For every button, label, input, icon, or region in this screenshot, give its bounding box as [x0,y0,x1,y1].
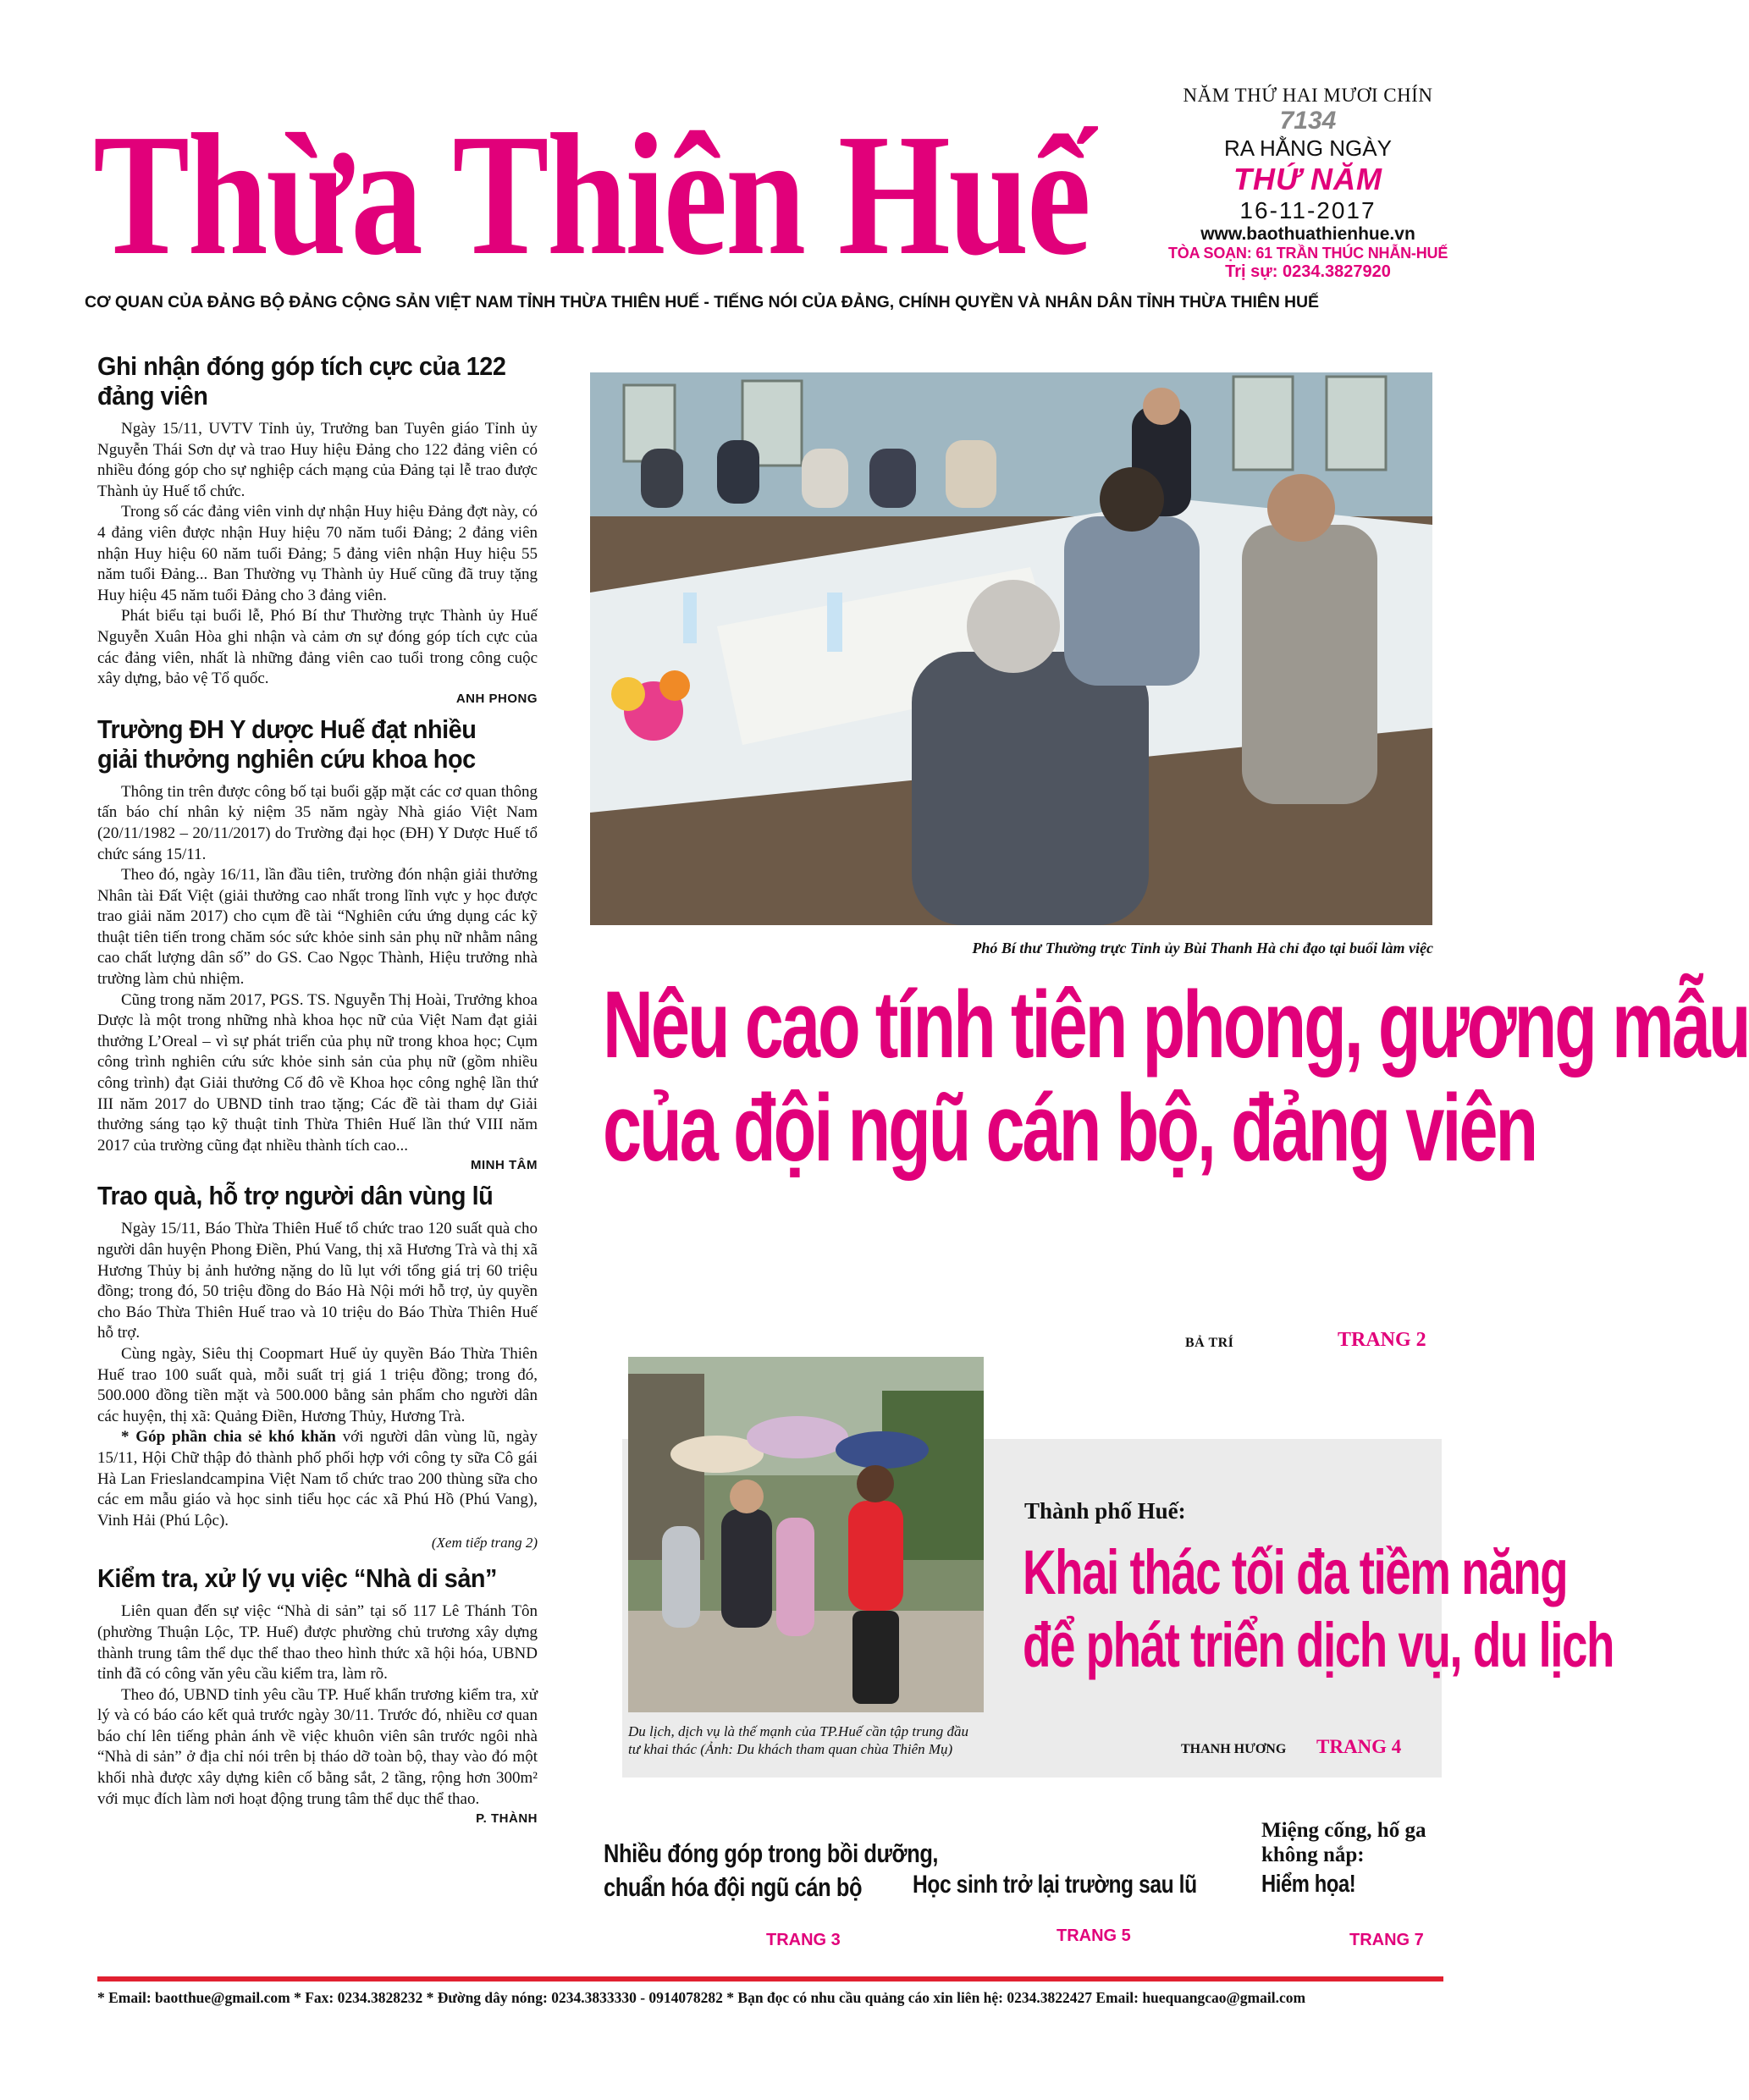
feature-headline-line: để phát triển dịch vụ, du lịch [1023,1610,1614,1680]
weekday: THỨ NĂM [1233,162,1383,196]
article-headline[interactable]: Kiểm tra, xử lý vụ việc “Nhà di sản” [97,1563,498,1594]
photo-caption: Phó Bí thư Thường trực Tỉnh ủy Bùi Thanh Hà chỉ đạo tại buổi làm việc [972,940,1433,956]
article-headline[interactable]: Trường ĐH Y dược Huế đạt nhiều giải thưởng nghiên cứu khoa học [97,714,477,774]
website-link[interactable]: www.baothuathienhue.vn [1200,224,1415,244]
issue-date: 16-11-2017 [1239,197,1377,223]
teaser-line: chuẩn hóa đội ngũ cán bộ [604,1872,863,1902]
paragraph: Ngày 15/11, Báo Thừa Thiên Huế tổ chức trao 120 suất quà cho người dân huyện Phong Điền, Phú Vang, thị xã Hương Trà và thị xã Hương Thủy bị ảnh hưởng nặng do lũ lụt với tổng giá trị 60 triệu đồng; trong đó, 50 triệu đồng do Báo Hà Nội mới hỗ trợ, ủy quyền cho Báo Thừa Thiên Huế trao và 10 triệu do Báo Thừa Thiên Huế hỗ trợ. [97,1220,538,1342]
footer-contacts: * Email: baotthue@gmail.com * Fax: 0234.3828232 * Đường dây nóng: 0234.3833330 - 0914078282 * Bạn đọc có nhu cầu quảng cáo xin liên hệ: 0234.3822427 Email: huequangcao@gmail.com [97,1989,1306,2006]
lead-headline[interactable] [603,972,1749,1181]
office-phone: Trị sự: 0234.3827920 [1225,262,1391,281]
teaser-line: Nhiều đóng góp trong bồi dưỡng, [604,1838,939,1868]
teaser-page-link[interactable]: TRANG 7 [1349,1931,1424,1949]
article [97,351,538,706]
paragraph: Cũng trong năm 2017, PGS. TS. Nguyễn Thị Hoài, Trưởng khoa Dược là một trong những nhà khoa học nữ của Việt Nam đạt giải thưởng L’Oreal – vì sự phát triển của phụ nữ trong khoa học; Cụm công trình nghiên cứu sức khỏe sinh sản của phụ nữ (gồm nhiều công trình) đạt Giải thưởng Cố đô về Khoa học công nghệ lần thứ III năm 2017 do UBND tỉnh trao tặng; Các đề tài tham dự Giải thưởng sáng tạo kỹ thuật tỉnh Thừa Thiên Huế lần thứ VIII năm 2017 của trường cũng đạt nhiều thành tích cao... [97,990,538,1155]
article [97,1563,538,1826]
see-more-link[interactable]: (Xem tiếp trang 2) [431,1535,538,1552]
left-column [97,351,538,1834]
teaser-headline[interactable] [604,1837,938,1904]
paragraph: Trong số các đảng viên vinh dự nhận Huy hiệu Đảng đợt này, có 4 đảng viên được nhận Huy hiệu 70 năm tuổi Đảng; 2 đảng viên nhận Huy hiệu 60 năm tuổi Đảng; 5 đảng viên nhận Huy hiệu 55 năm tuổi Đảng... Ban Thường vụ Thành ủy Huế cũng đã truy tặng Huy hiệu 45 năm tuổi Đảng cho 3 đảng viên. [97,503,538,604]
feature-headline-line: Khai thác tối đa tiềm năng [1023,1537,1568,1607]
article-byline: P. THÀNH [476,1811,538,1827]
teaser-line: không nắp: [1261,1844,1365,1866]
paragraph: Phát biểu tại buổi lễ, Phó Bí thư Thường trực Thành ủy Huế Nguyễn Xuân Hòa ghi nhận và cảm ơn sự đóng góp tích cực của các đảng viên, nhất là những đảng viên cao tuổi trong công cuộc xây dựng, bảo vệ Tổ quốc. [97,607,538,688]
article-body [97,782,538,1157]
article-body [97,1219,538,1531]
teaser-headline[interactable]: Học sinh trở lại trường sau lũ [913,1871,1197,1899]
footer-divider [97,1976,1443,1981]
teaser-line: Miệng cống, hố ga [1261,1819,1426,1842]
teaser-page-link[interactable]: TRANG 5 [1057,1926,1131,1945]
paragraph-rest: với người dân vùng lũ, ngày 15/11, Hội Chữ thập đỏ thành phố phối hợp với công ty sữa Cô gái Hà Lan Frieslandcampina Việt Nam tổ chức trao 200 thùng sữa cho các em mẫu giáo và học sinh tiểu học các xã Phú Hồ (Phú Vang), Vinh Hải (Phú Lộc). [97,1428,538,1530]
paragraph: Liên quan đến sự việc “Nhà di sản” tại số 117 Lê Thánh Tôn (phường Thuận Lộc, TP. Huế) được phường chủ trương xây dựng thành trung tâm thể dục thể thao theo hình thức xã hội hóa, UBND tỉnh đã có công văn yêu cầu kiểm tra, làm rõ. [97,1602,538,1684]
teaser-page-link[interactable]: TRANG 3 [766,1931,841,1949]
article-body [97,419,538,690]
lead-headline-line: Nêu cao tính tiên phong, gương mẫu [603,972,1749,1078]
paragraph: Thông tin trên được công bố tại buổi gặp mặt các cơ quan thông tấn báo chí nhân kỷ niệm 35 năm ngày Nhà giáo Việt Nam (20/11/1982 – 20/11/2017) do Trường đại học (ĐH) Y Dược Huế tổ chức sáng 15/11. [97,782,538,863]
article [97,714,538,1173]
paragraph: Ngày 15/11, UVTV Tỉnh ủy, Trưởng ban Tuyên giáo Tỉnh ủy Nguyễn Thái Sơn dự và trao Huy hiệu Đảng cho 122 đảng viên có nhiều đóng góp cho sự nghiệp cách mạng của Đảng tại lễ trao được Thành ủy Huế tổ chức. [97,420,538,500]
photo-caption: Du lịch, dịch vụ là thế mạnh của TP.Huế cần tập trung đầu tư khai thác (Ảnh: Du khách tham quan chùa Thiên Mụ) [628,1723,968,1757]
teaser-kicker [1261,1818,1426,1867]
masthead-tagline: CƠ QUAN CỦA ĐẢNG BỘ ĐẢNG CỘNG SẢN VIỆT NAM TỈNH THỪA THIÊN HUẾ - TIẾNG NÓI CỦA ĐẢNG, CHÍNH QUYỀN VÀ NHÂN DÂN TỈNH THỪA THIÊN HUẾ [85,293,1319,311]
meeting-photo [590,372,1432,925]
article-headline[interactable]: Trao quà, hỗ trợ người dân vùng lũ [97,1181,494,1211]
paragraph: Cùng ngày, Siêu thị Coopmart Huế ủy quyền Báo Thừa Thiên Huế trao 100 suất quà, mỗi suất trị giá 1 triệu đồng; trong đó, 500.000 đồng tiền mặt và 500.000 bằng sản phẩm cho người dân các huyện, thị xã: Quảng Điền, Hương Thủy, Hương Trà. [97,1344,538,1425]
newspaper-title: Thừa Thiên Huế [93,97,1090,291]
year-line: NĂM THỨ HAI MƯƠI CHÍN [1183,85,1433,106]
lead-headline-line: của đội ngũ cán bộ, đảng viên [603,1075,1537,1181]
paragraph [97,1427,538,1531]
feature-kicker: Thành phố Huế: [1024,1498,1186,1524]
article-headline[interactable]: Ghi nhận đóng góp tích cực của 122 đảng viên [97,351,506,411]
paragraph: Theo đó, ngày 16/11, lần đầu tiên, trường đón nhận giải thưởng Nhân tài Đất Việt (giải thưởng cao nhất trong lĩnh vực y học được trao giải năm 2017) cho cụm đề tài “Nghiên cứu ứng dụng các kỹ thuật tiên tiến trong chăm sóc sức khỏe sinh sản phụ nữ nhằm nâng cao chất lượng dân số” do GS. Cao Ngọc Thành, Hiệu trưởng nhà trường làm chủ nhiệm. [97,866,538,989]
issue-number: 7134 [1279,107,1337,135]
article-body [97,1601,538,1810]
lead-byline: BẢ TRÍ [1185,1336,1234,1350]
publication-frequency: RA HẰNG NGÀY [1224,135,1392,161]
office-address: TÒA SOẠN: 61 TRẦN THÚC NHẪN-HUẾ [1168,245,1448,262]
article-byline: MINH TÂM [471,1158,538,1173]
tourists-photo [628,1357,984,1712]
article [97,1181,538,1552]
bold-lead: * Góp phần chia sẻ khó khăn [121,1428,336,1447]
feature-byline: THANH HƯƠNG [1181,1742,1287,1756]
feature-headline[interactable] [1023,1536,1614,1682]
issue-info [1168,85,1448,282]
article-byline: ANH PHONG [455,691,538,706]
lead-page-link[interactable]: TRANG 2 [1338,1329,1426,1351]
paragraph: Theo đó, UBND tỉnh yêu cầu TP. Huế khẩn trương kiểm tra, xử lý và có báo cáo kết quả trước ngày 30/11. Trước đó, nhiều cơ quan báo chí lên tiếng phản ánh về việc khuôn viên sân trước ngôi nhà “Nhà di sản” ở địa chỉ nói trên bị tháo dỡ toàn bộ, thay vào đó một khối nhà được xây dựng kiên cố bằng sắt, 2 tầng, rộng hơn 300m² với mục đích làm nơi hoạt động trung tâm thể dục thể thao. [97,1685,538,1808]
feature-page-link[interactable]: TRANG 4 [1316,1736,1402,1757]
teaser-headline[interactable]: Hiểm họa! [1261,1871,1356,1898]
